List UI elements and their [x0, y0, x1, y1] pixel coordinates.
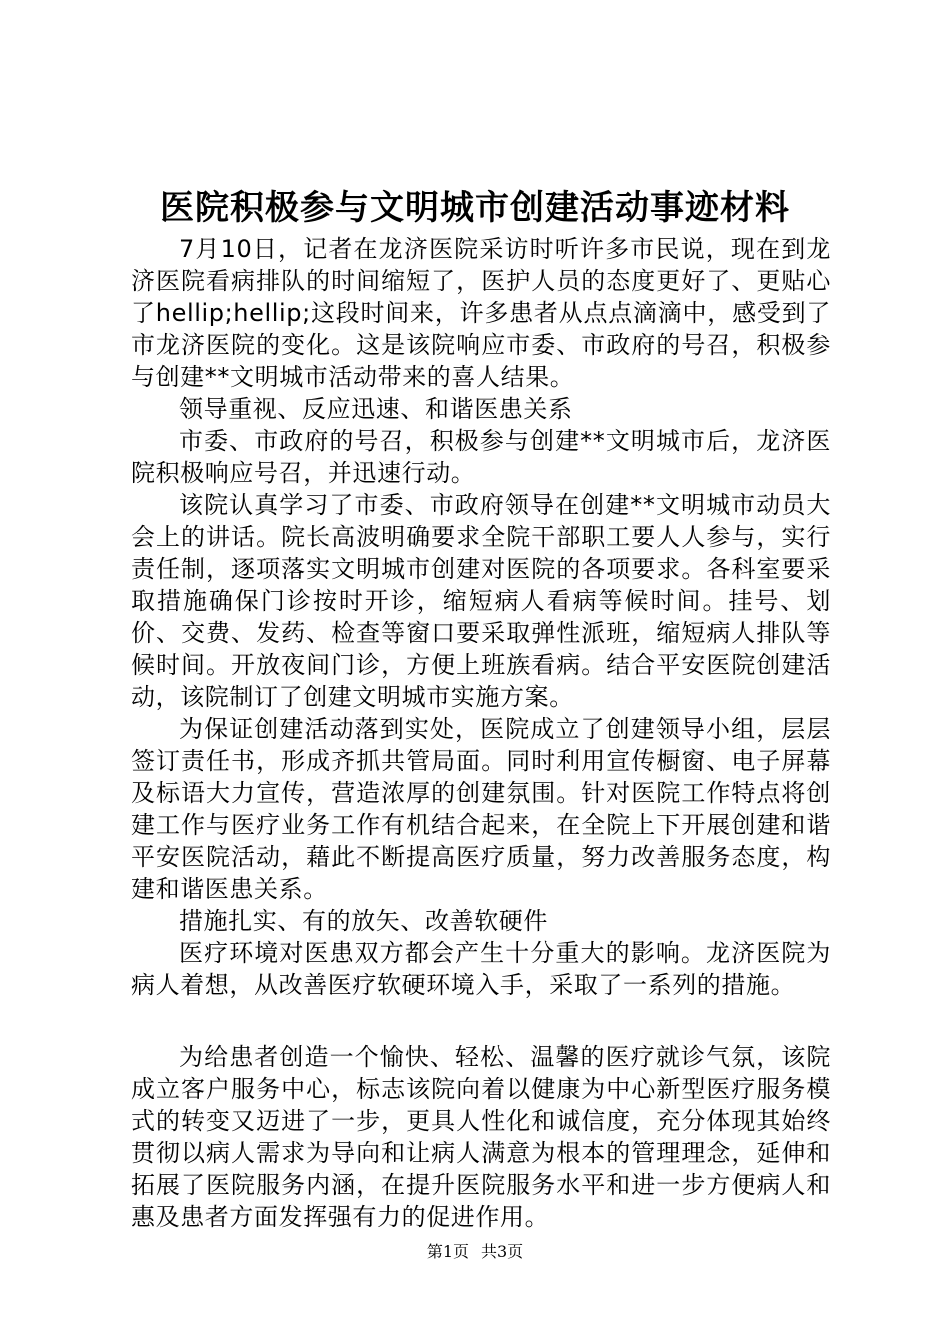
paragraph: 为保证创建活动落到实处，医院成立了创建领导小组，层层签订责任书，形成齐抓共管局面。同时利用宣传橱窗、电子屏幕及标语大力宣传，营造浓厚的创建氛围。针对医院工作特点将创建工作与医疗业务工作有机结合起来，在全院上下开展创建和谐平安医院活动，藉此不断提高医疗质量，努力改善服务态度，构建和谐医患关系。: [131, 715, 831, 903]
document-body: [131, 233, 831, 1233]
paragraph: 医疗环境对医患双方都会产生十分重大的影响。龙济医院为病人着想，从改善医疗软硬环境入手，采取了一系列的措施。: [131, 939, 831, 999]
page-total: 共3页: [481, 1242, 524, 1261]
page-footer: [0, 1240, 950, 1264]
paragraph: 市委、市政府的号召，积极参与创建**文明城市后，龙济医院积极响应号召，并迅速行动。: [131, 427, 831, 487]
section-heading: 领导重视、反应迅速、和谐医患关系: [179, 395, 573, 423]
paragraph: 该院认真学习了市委、市政府领导在创建**文明城市动员大会上的讲话。院长高波明确要求全院干部职工要人人参与，实行责任制，逐项落实文明城市创建对医院的各项要求。各科室要采取措施确保门诊按时开诊，缩短病人看病等候时间。挂号、划价、交费、发药、检查等窗口要采取弹性派班，缩短病人排队等候时间。开放夜间门诊，方便上班族看病。结合平安医院创建活动，该院制订了创建文明城市实施方案。: [131, 491, 831, 711]
document-title: 医院积极参与文明城市创建活动事迹材料: [160, 188, 790, 228]
section-heading: 措施扎实、有的放矢、改善软硬件: [179, 907, 548, 935]
page-number: 第1页: [426, 1242, 469, 1261]
paragraph: 为给患者创造一个愉快、轻松、温馨的医疗就诊气氛，该院成立客户服务中心，标志该院向着以健康为中心新型医疗服务模式的转变又迈进了一步，更具人性化和诚信度，充分体现其始终贯彻以病人需求为导向和让病人满意为根本的管理理念，延伸和拓展了医院服务内涵，在提升医院服务水平和进一步方便病人和惠及患者方面发挥强有力的促进作用。: [131, 1043, 831, 1231]
paragraph: 7月10日，记者在龙济医院采访时听许多市民说，现在到龙济医院看病排队的时间缩短了，医护人员的态度更好了、更贴心了hellip;hellip;这段时间来，许多患者从点点滴滴中，感受到了市龙济医院的变化。这是该院响应市委、市政府的号召，积极参与创建**文明城市活动带来的喜人结果。: [131, 235, 831, 391]
